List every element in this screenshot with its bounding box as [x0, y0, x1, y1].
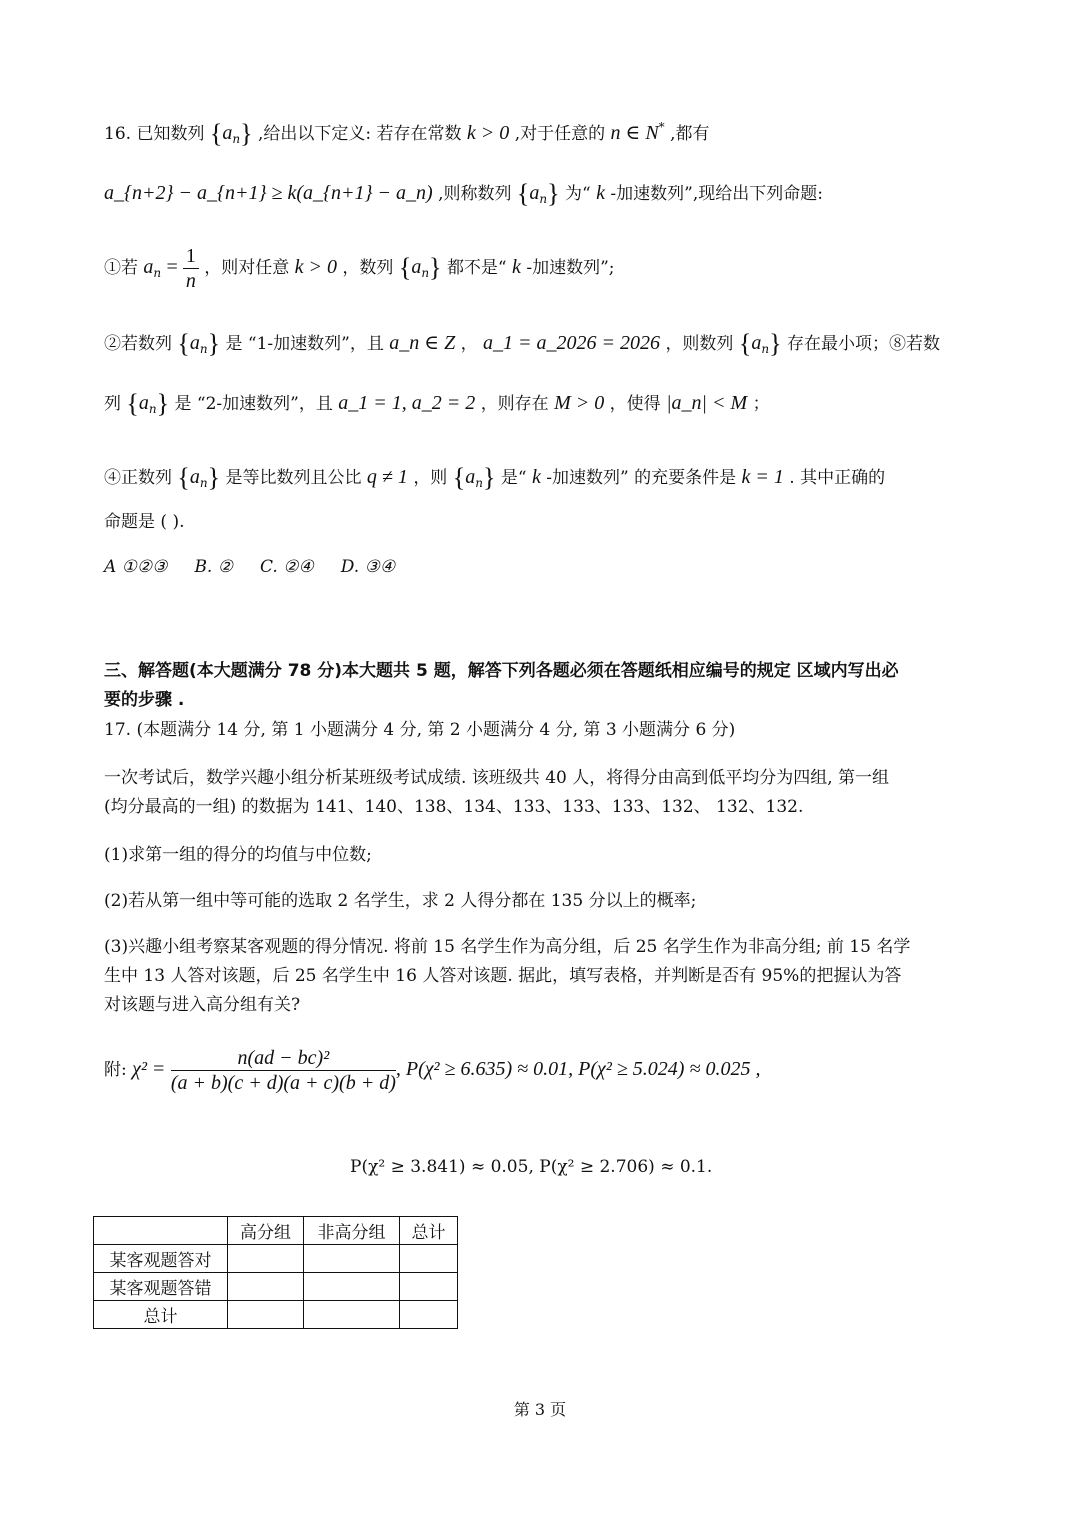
table-header-cell: 总计	[400, 1217, 458, 1245]
seq-sub: n	[421, 266, 430, 280]
table-row	[94, 1301, 458, 1329]
q17-header: 17. (本题满分 14 分, 第 1 小题满分 4 分, 第 2 小题满分 4 分, 第 3 小题满分 6 分)	[104, 720, 736, 740]
k-gt-0: k > 0	[294, 256, 338, 278]
prop4-f: . 其中正确的	[789, 468, 886, 488]
q17-part3-line1: (3)兴趣小组考察某客观题的得分情况. 将前 15 名学生作为高分组，后 25 名学生作为非高分组; 前 15 名学	[104, 937, 911, 957]
q16-prop3: 列 $\{a_n\}$ 是 “2-加速数列”，且 a_1 = 1, a_2 = 2 ，则存在 M > 0 ，使得 |a_n| < M ；	[104, 389, 770, 418]
initial-terms: a_1 = 1, a_2 = 2	[338, 392, 476, 414]
option-c: C. ②④	[260, 557, 314, 577]
prop4-b: 是等比数列且公比	[225, 468, 362, 488]
table-row-label: 总计	[94, 1301, 228, 1329]
fraction-1-over-n	[183, 244, 199, 293]
q16-stem-d: ,都有	[670, 124, 710, 144]
q17-part2: (2)若从第一组中等可能的选取 2 名学生，求 2 人得分都在 135 分以上的概率;	[104, 891, 697, 911]
table-cell	[400, 1301, 458, 1329]
q16-ask: 命题是 ( ).	[104, 512, 185, 532]
prop1-e: -加速数列”;	[526, 258, 615, 278]
prop3-a: 列	[104, 394, 121, 414]
seq-a: a	[222, 122, 233, 144]
option-d: D. ③④	[340, 557, 396, 577]
table-cell	[228, 1245, 304, 1273]
seq-sub: n	[153, 266, 162, 280]
prop2-label: ②若数列	[104, 334, 172, 354]
p-values-line2: P(χ² ≥ 3.841) ≈ 0.05, P(χ² ≥ 2.706) ≈ 0.1.	[350, 1157, 713, 1177]
accel-inequality: a_{n+2} − a_{n+1} ≥ k(a_{n+1} − a_n)	[104, 182, 433, 204]
table-row-label: 某客观题答对	[94, 1245, 228, 1273]
table-cell	[400, 1273, 458, 1301]
chi-fraction	[171, 1046, 396, 1095]
seq-sub: n	[148, 402, 157, 416]
q17-part1: (1)求第一组的得分的均值与中位数;	[104, 845, 372, 865]
an-in-Z: a_n ∈ Z	[389, 332, 456, 354]
table-cell	[228, 1301, 304, 1329]
prop2-b: 是 “1-加速数列”，且	[225, 334, 384, 354]
q17-intro-line1: 一次考试后，数学兴趣小组分析某班级考试成绩. 该班级共 40 人，将得分由高到低平均分为四组, 第一组	[104, 768, 890, 788]
k-eq-1: k = 1	[741, 466, 784, 488]
page-number: 第 3 页	[513, 1400, 567, 1419]
table-header-row	[94, 1217, 458, 1245]
q17-part3-line2: 生中 13 人答对该题，后 25 名学生中 16 人答对该题. 据此，填写表格，并判断是否有 95%的把握认为答	[104, 966, 902, 986]
section3-title-line2: 要的步骤 .	[104, 690, 185, 710]
table-cell	[304, 1245, 400, 1273]
seq-sub: n	[199, 476, 208, 490]
q16-def-c: -加速数列”,现给出下列命题:	[610, 184, 823, 204]
seq-a: a	[411, 256, 422, 278]
q16-line2: a_{n+2} − a_{n+1} ≥ k(a_{n+1} − a_n) ,则称数列 $\{a_n\}$ 为“ k -加速数列”,现给出下列命题:	[104, 179, 823, 208]
table-cell	[400, 1245, 458, 1273]
table-header-cell: 高分组	[228, 1217, 304, 1245]
q16-prop1: ①若 $a_n$ = $\frac{1}{n}$ ，则对任意 k > 0 ，数列 $\{a_n\}$ 都不是“ k -加速数列”;	[104, 245, 615, 292]
table-row	[94, 1245, 458, 1273]
prop1-c: ，数列	[342, 258, 394, 278]
q16-stem-b: ,给出以下定义: 若存在常数	[257, 124, 462, 144]
q-ne-1: q ≠ 1	[366, 466, 408, 488]
seq-a: a	[143, 256, 154, 278]
prop3-c: ，则存在	[480, 394, 549, 414]
q16-stem: 16. 已知数列	[104, 124, 205, 144]
table-cell	[304, 1301, 400, 1329]
prop3-d: ，使得	[609, 394, 661, 414]
table-row-label: 某客观题答错	[94, 1273, 228, 1301]
q17-part3-line3: 对该题与进入高分组有关?	[104, 995, 301, 1015]
q16-options	[104, 557, 395, 577]
seq-a: a	[138, 392, 149, 414]
q16-stem-c: ,对于任意的	[514, 124, 606, 144]
prop1-label: ①若	[104, 258, 138, 278]
table-row	[94, 1273, 458, 1301]
seq-a: a	[189, 332, 200, 354]
seq-sub: n	[761, 342, 770, 356]
section3-title-line1: 三、解答题(本大题满分 78 分)本大题共 5 题，解答下列各题必须在答题纸相应编号的规定 区域内写出必	[104, 661, 899, 681]
seq-a: a	[189, 466, 200, 488]
contingency-table	[93, 1216, 458, 1329]
seq-sub: n	[539, 192, 548, 206]
q17-intro-line2: (均分最高的一组) 的数据为 141、140、138、134、133、133、133、132、 132、132.	[104, 797, 804, 817]
M-gt-0: M > 0	[554, 392, 605, 414]
chi-square-formula	[104, 1046, 760, 1095]
abs-lt-M: |a_n| < M	[666, 392, 748, 414]
q16-line1: 16. 已知数列 $\{a_n\}$ ,给出以下定义: 若存在常数 k > 0 ,对于任意的 n ∈ N* ,都有	[104, 119, 710, 148]
attach-label: 附:	[104, 1060, 127, 1080]
seq-a: a	[465, 466, 476, 488]
prop1-d: 都不是“	[446, 258, 507, 278]
prop2-c: ，则数列	[665, 334, 734, 354]
frac-num: 1	[183, 244, 199, 269]
table-header-cell: 非高分组	[304, 1217, 400, 1245]
seq-sub: n	[475, 476, 483, 490]
seq-sub: n	[199, 342, 208, 356]
q16-def-b: 为“	[564, 184, 591, 204]
q16-def-a: ,则称数列	[438, 184, 512, 204]
table-cell	[228, 1273, 304, 1301]
prop2-d: 存在最小项；⑧若数	[786, 334, 940, 354]
k: k	[512, 256, 521, 278]
prop4-c: ，则	[413, 468, 448, 488]
chi-denominator: (a + b)(c + d)(a + c)(b + d)	[170, 1072, 396, 1094]
option-b: B. ②	[194, 557, 233, 577]
option-a: A ①②③	[104, 557, 168, 577]
n-in-N: n ∈ N	[610, 122, 659, 144]
a1-eq-2026: a_1 = a_2026 = 2026	[483, 332, 661, 354]
prop4-e: -加速数列” 的充要条件是	[546, 468, 737, 488]
table-header-cell	[94, 1217, 228, 1245]
k: k	[531, 466, 541, 488]
chi-lhs: χ² =	[132, 1058, 166, 1080]
k-gt-0: k > 0	[466, 122, 510, 144]
chi-numerator: n(ad − bc)²	[171, 1046, 396, 1071]
q16-prop4: ④正数列 $\{a_n\}$ 是等比数列且公比 q ≠ 1 ，则 $\{a_n\}$ 是“ k -加速数列” 的充要条件是 k = 1 . 其中正确的	[104, 463, 886, 492]
star: *	[658, 120, 665, 134]
prop4-d: 是“	[500, 468, 527, 488]
table-cell	[304, 1273, 400, 1301]
p-values-line1: , P(χ² ≥ 6.635) ≈ 0.01, P(χ² ≥ 5.024) ≈ 0.025 ,	[395, 1058, 761, 1080]
seq-sub: n	[232, 132, 241, 146]
seq-a: a	[751, 332, 762, 354]
seq-a: a	[529, 182, 540, 204]
prop4-label: ④正数列	[104, 468, 172, 488]
k: k	[596, 182, 605, 204]
frac-den: n	[185, 270, 196, 292]
q16-prop2: ②若数列 $\{a_n\}$ 是 “1-加速数列”，且 a_n ∈ Z ， a_1 = a_2026 = 2026 ，则数列 $\{a_n\}$ 存在最小项；⑧若数	[104, 329, 940, 358]
prop1-b: ，则对任意	[204, 258, 290, 278]
prop3-b: 是 “2-加速数列”，且	[174, 394, 333, 414]
